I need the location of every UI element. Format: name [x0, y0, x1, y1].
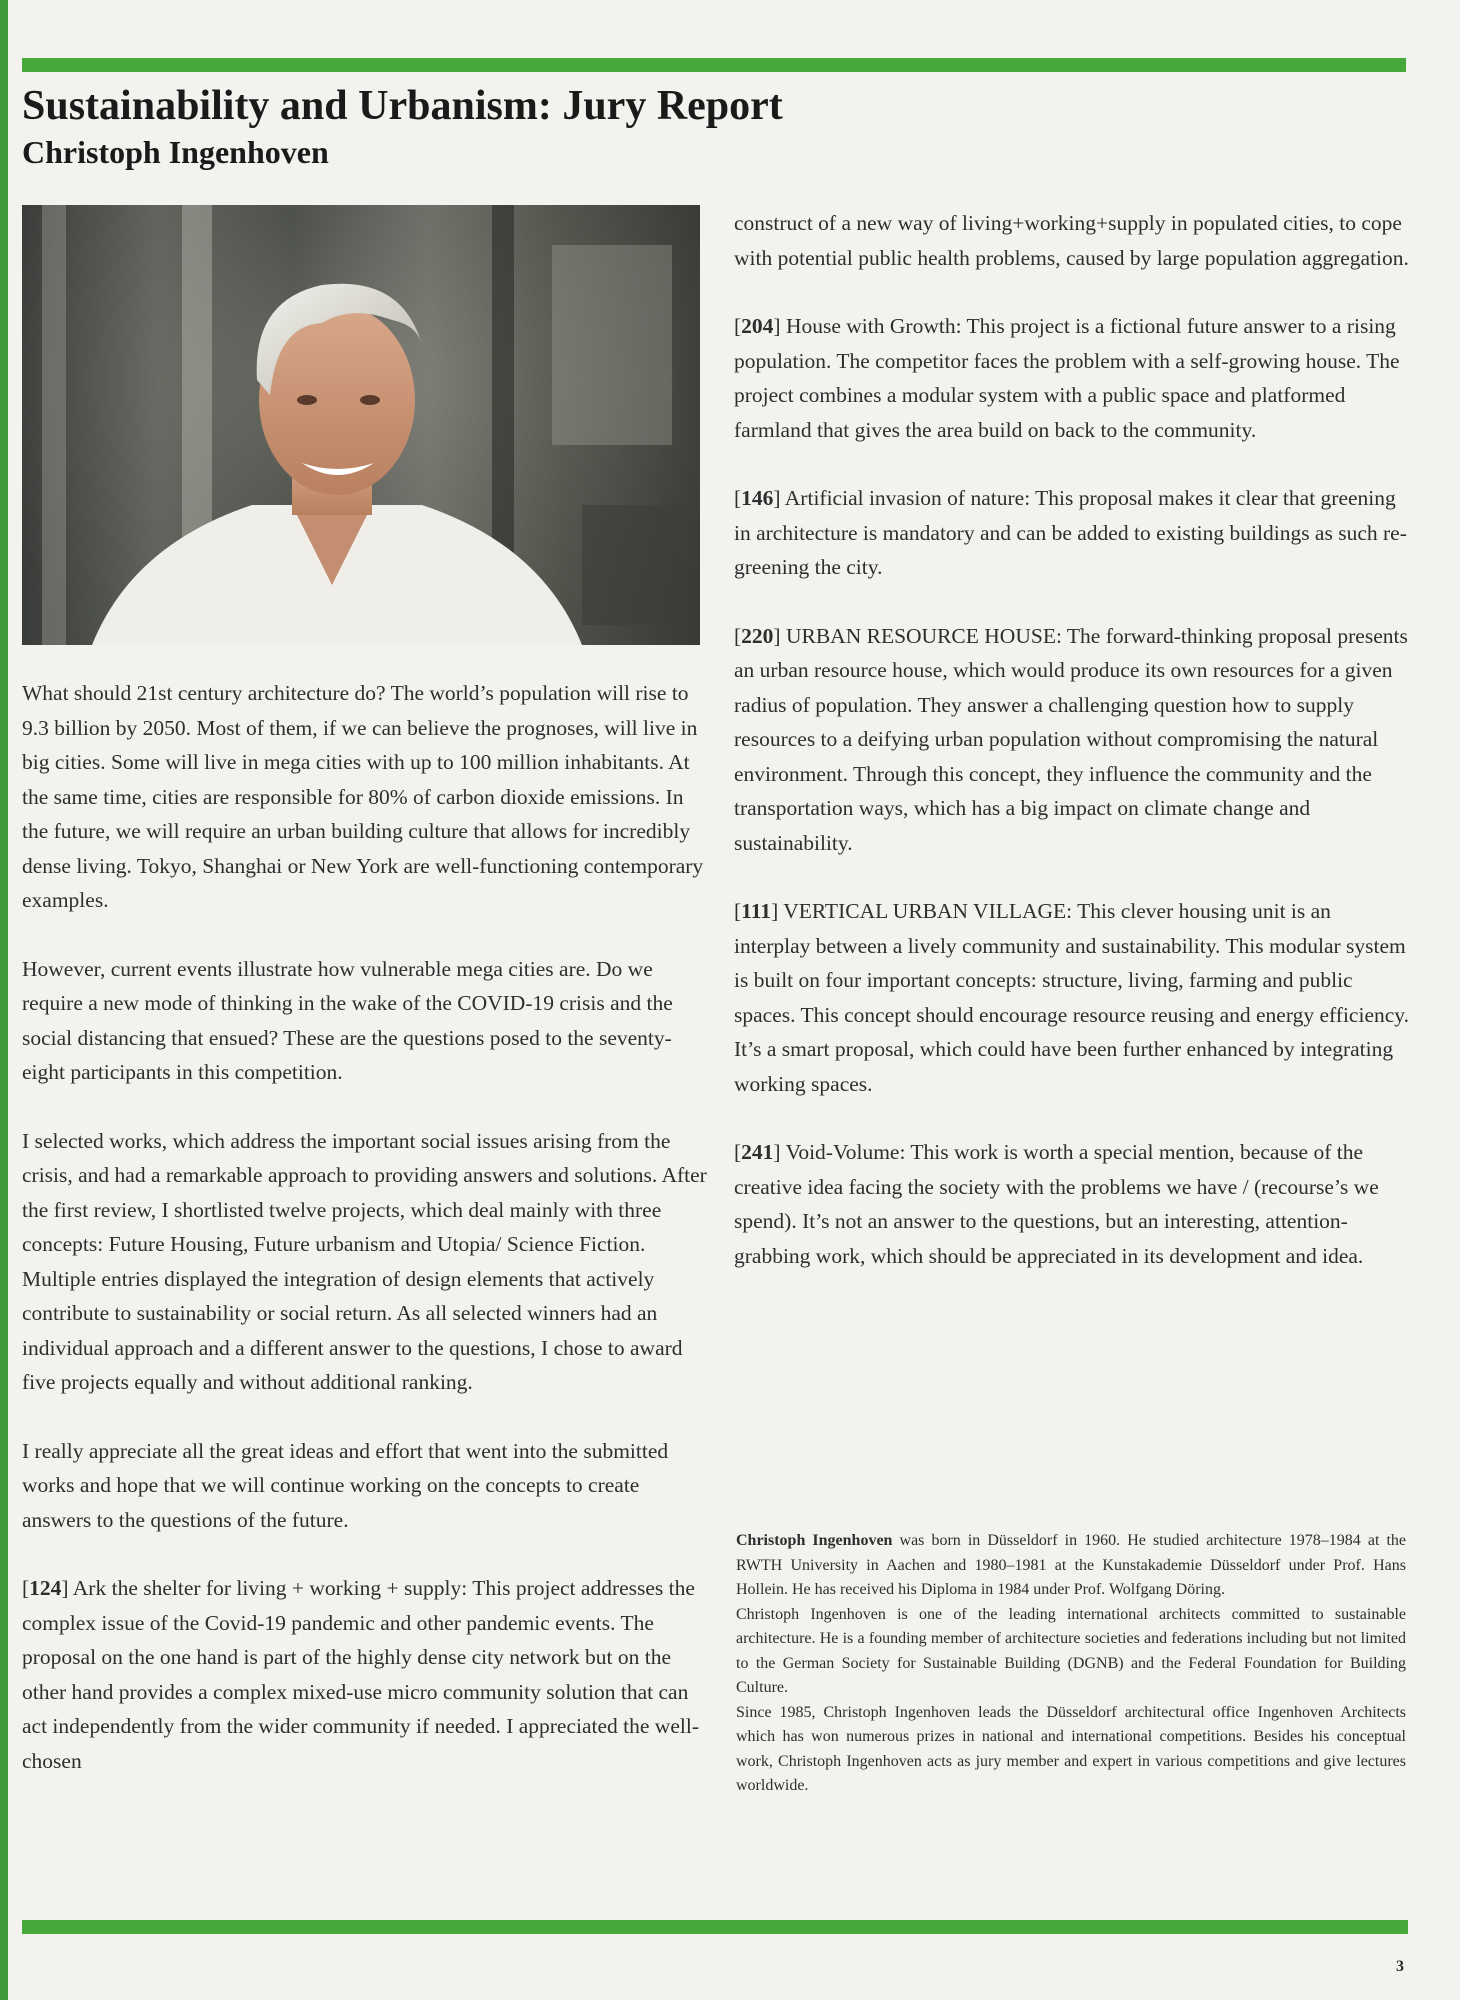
project-number: 220: [741, 623, 774, 648]
page-edge-stripe: [0, 0, 8, 2000]
project-number: 124: [29, 1576, 62, 1600]
right-text-column: [734, 206, 1412, 1307]
page-number: 3: [1396, 1958, 1404, 1975]
continued-paragraph: construct of a new way of living+working+supply in populated cities, to cope with potential public health problems, caused by large population aggregation.: [734, 211, 1409, 270]
bio-paragraph-2: Christoph Ingenhoven is one of the leading international architects committed to sustainable architecture. He is a founding member of architecture societies and federations including but not limited to the German Society for Sustainable Building (DGNB) and the Federal Foundation for Building Culture.: [736, 1605, 1406, 1696]
author-name: Christoph Ingenhoven: [22, 134, 329, 170]
project-text: Artificial invasion of nature: This proposal makes it clear that greening in architecture is mandatory and can be added to existing buildings as such re-greening the city.: [734, 486, 1407, 579]
appreciation-paragraph: I really appreciate all the great ideas and effort that went into the submitted works and hope that we will continue working on the concepts to create answers to the questions of the future.: [22, 1438, 669, 1532]
project-204-paragraph: [204] House with Growth: This project is a fictional future answer to a rising population. The competitor faces the problem with a self-growing house. The project combines a modular system with a public space and platformed farmland that gives the area build on back to the community.: [734, 314, 1400, 442]
project-text: URBAN RESOURCE HOUSE: The forward-thinking proposal presents an urban resource house, which would produce its own resources for a given radius of population. They answer a challenging question how to supply resources to a deifying urban population without compromising the natural environment. Through this concept, they influence the community and the transportation ways, which has a big impact on climate change and sustainability.: [734, 623, 1408, 855]
project-text: Void-Volume: This work is worth a special mention, because of the creative idea facing the society with the problems we have / (recourse’s we spend). It’s not an answer to the questions, but an interesting, attention-grabbing work, which should be appreciated in its development and idea.: [734, 1140, 1379, 1268]
project-number: 204: [741, 314, 774, 338]
bio-text: was born in Düsseldorf in 1960. He studied architecture 1978–1984 at the RWTH University in Aachen and 1980–1981 at the Kunstakademie Düsseldorf under Prof. Hans Hollein. He has received his Diploma in 1984 under Prof. Wolfgang Döring.: [736, 1532, 1407, 1598]
bio-name: Christoph Ingenhoven: [736, 1532, 893, 1549]
selection-paragraph: I selected works, which address the important social issues arising from the crisis, and had a remarkable approach to providing answers and solutions. After the first review, I shortlisted twelve projects, which deal mainly with three concepts: Future Housing, Future urbanism and Utopia/ Science Fiction. Multiple entries displayed the integration of design elements that actively contribute to sustainability or social return. As all selected winners had an individual approach and a different answer to the questions, I chose to award five projects equally and without additional ranking.: [22, 1128, 707, 1394]
top-green-rule: [22, 58, 1406, 72]
project-124-paragraph: [124] Ark the shelter for living + working + supply: This project addresses the complex issue of the Covid-19 pandemic and other pandemic events. The proposal on the one hand is part of the highly dense city network but on the other hand provides a complex mixed-use micro community solution that can act independently from the wider community if needed. I appreciated the well-chosen: [22, 1576, 699, 1773]
project-number: 241: [741, 1140, 774, 1164]
author-bio: [736, 1529, 1406, 1799]
intro-paragraph: What should 21st century architecture do? The world’s population will rise to 9.3 billion by 2050. Most of them, if we can believe the prognoses, will live in big cities. Some will live in mega cities with up to 100 million inhabitants. At the same time, cities are responsible for 80% of carbon dioxide emissions. In the future, we will require an urban building culture that allows for incredibly dense living. Tokyo, Shanghai or New York are well-functioning contemporary examples.: [22, 681, 704, 912]
page-title: Sustainability and Urbanism: Jury Report: [22, 83, 783, 129]
project-146-paragraph: [146] Artificial invasion of nature: This proposal makes it clear that greening in architecture is mandatory and can be added to existing buildings as such re-greening the city.: [734, 486, 1407, 579]
project-number: 146: [741, 486, 774, 510]
project-111-paragraph: [111] VERTICAL URBAN VILLAGE: This clever housing unit is an interplay between a lively community and sustainability. This modular system is built on four important concepts: structure, living, farming and public spaces. This concept should encourage resource reusing and energy efficiency. It’s a smart proposal, which could have been further enhanced by integrating working spaces.: [734, 899, 1410, 1096]
covid-paragraph: However, current events illustrate how vulnerable mega cities are. Do we require a new mode of thinking in the wake of the COVID-19 crisis and the social distancing that ensued? These are the questions posed to the seventy-eight participants in this competition.: [22, 956, 673, 1084]
portrait-photo: [22, 205, 700, 645]
bottom-green-rule: [22, 1920, 1408, 1934]
project-220-paragraph: [220] URBAN RESOURCE HOUSE: The forward-thinking proposal presents an urban resource house, which would produce its own resources for a given radius of population. They answer a challenging question how to supply resources to a deifying urban population without compromising the natural environment. Through this concept, they influence the community and the transportation ways, which has a big impact on climate change and sustainability.: [734, 623, 1408, 855]
project-number: 111: [741, 899, 772, 923]
bio-paragraph-1: [736, 1529, 1406, 1603]
project-text: House with Growth: This project is a fictional future answer to a rising population. The competitor faces the problem with a self-growing house. The project combines a modular system with a public space and platformed farmland that gives the area build on back to the community.: [734, 314, 1400, 442]
project-text: Ark the shelter for living + working + supply: This project addresses the complex issue of the Covid-19 pandemic and other pandemic events. The proposal on the one hand is part of the highly dense city network but on the other hand provides a complex mixed-use micro community solution that can act independently from the wider community if needed. I appreciated the well-chosen: [22, 1576, 699, 1773]
left-text-column: [22, 676, 708, 1812]
project-text: VERTICAL URBAN VILLAGE: This clever housing unit is an interplay between a lively community and sustainability. This modular system is built on four important concepts: structure, living, farming and public spaces. This concept should encourage resource reusing and energy efficiency. It’s a smart proposal, which could have been further enhanced by integrating working spaces.: [734, 899, 1410, 1096]
portrait-photo-icon: [22, 205, 700, 645]
project-241-paragraph: [241] Void-Volume: This work is worth a special mention, because of the creative idea facing the society with the problems we have / (recourse’s we spend). It’s not an answer to the questions, but an interesting, attention-grabbing work, which should be appreciated in its development and idea.: [734, 1140, 1379, 1268]
bio-paragraph-3: Since 1985, Christoph Ingenhoven leads the Düsseldorf architectural office Ingenhoven Architects which has won numerous prizes in national and international competitions. Besides his conceptual work, Christoph Ingenhoven acts as jury member and expert in various competitions and give lectures worldwide.: [736, 1703, 1406, 1794]
